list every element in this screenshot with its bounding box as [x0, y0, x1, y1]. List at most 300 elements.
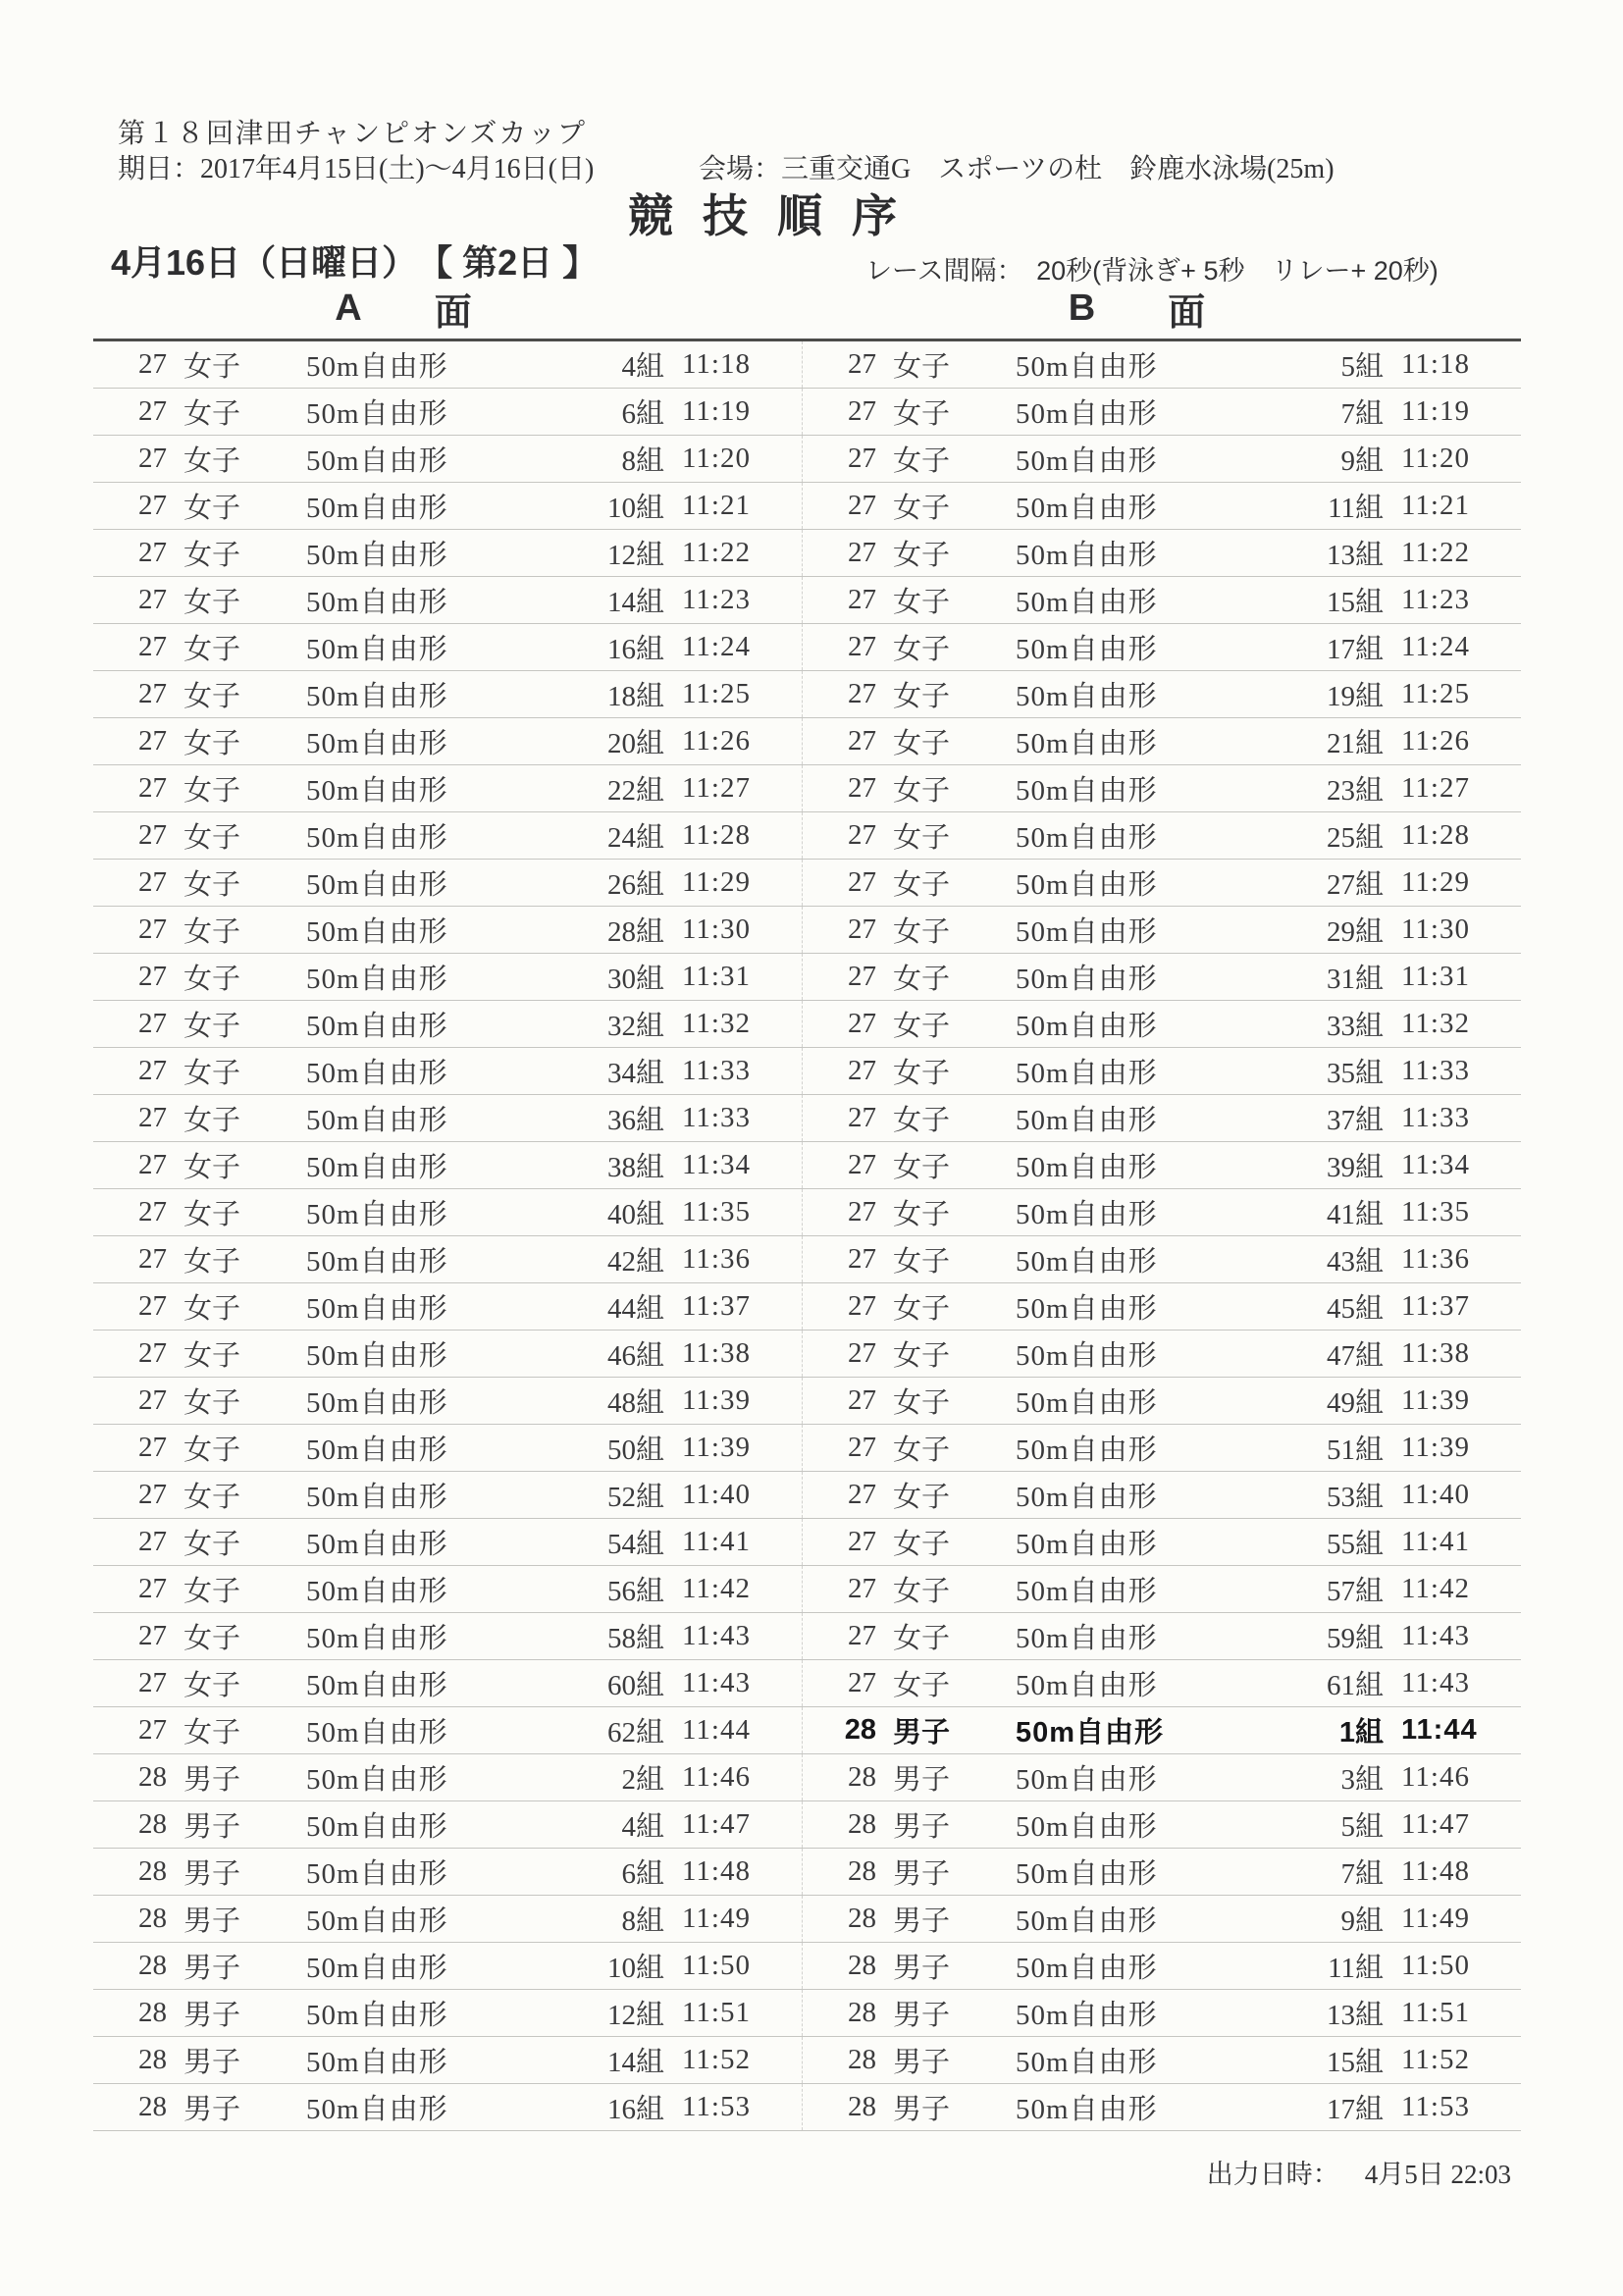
- event-name: 50m自由形: [1016, 540, 1158, 571]
- start-time: 11:27: [1401, 772, 1470, 804]
- start-time: 11:25: [682, 678, 751, 709]
- event-number: 28: [138, 1950, 167, 1981]
- heat-number: 5組: [1340, 351, 1384, 383]
- heat-number: 57組: [1326, 1576, 1384, 1607]
- table-row: [93, 1095, 1521, 1142]
- heat-number: 11組: [1328, 1953, 1384, 1984]
- side-b-entry: [802, 1660, 1521, 1706]
- start-time: 11:18: [1401, 348, 1470, 380]
- heat-number: 50組: [606, 1435, 664, 1466]
- table-row: [93, 577, 1521, 624]
- start-time: 11:52: [682, 2044, 751, 2075]
- heat-number: 28組: [606, 916, 664, 948]
- column-header-pool-a: [93, 283, 802, 334]
- event-name: 50m自由形: [306, 587, 448, 618]
- event-number: 27: [138, 443, 167, 474]
- side-a-entry: [93, 718, 802, 764]
- side-b-entry: [802, 671, 1521, 717]
- table-row: [93, 1566, 1521, 1613]
- event-number: 27: [848, 1290, 876, 1322]
- table-row: [93, 1048, 1521, 1095]
- gender-label: 女子: [183, 1105, 241, 1136]
- race-interval-note: レース間隔： 20秒(背泳ぎ+ 5秒 リレー+ 20秒): [865, 256, 1439, 286]
- table-row: [93, 1707, 1521, 1754]
- event-meta-line: [118, 147, 1511, 184]
- side-a-entry: [93, 812, 802, 859]
- event-number: 27: [138, 348, 167, 380]
- event-name: 50m自由形: [306, 916, 448, 948]
- gender-label: 女子: [183, 445, 241, 477]
- start-time: 11:24: [682, 631, 751, 662]
- event-number: 27: [138, 961, 167, 992]
- heat-number: 53組: [1326, 1482, 1384, 1513]
- heat-number: 14組: [606, 2047, 664, 2078]
- day-heading: 4月16日（日曜日） 【 第2日 】: [111, 242, 599, 283]
- event-number: 28: [844, 1714, 876, 1746]
- start-time: 11:38: [682, 1337, 751, 1369]
- start-time: 11:20: [1401, 443, 1470, 474]
- heat-number: 15組: [1326, 587, 1384, 618]
- event-number: 27: [848, 1102, 876, 1133]
- side-b-entry: [802, 1801, 1521, 1848]
- heat-number: 13組: [1326, 2000, 1384, 2031]
- start-time: 11:46: [1401, 1761, 1470, 1793]
- table-row: [93, 812, 1521, 860]
- side-a-entry: [93, 954, 802, 1000]
- gender-label: 女子: [183, 634, 241, 665]
- gender-label: 女子: [893, 869, 951, 901]
- start-time: 11:41: [1401, 1526, 1470, 1557]
- table-row: [93, 1378, 1521, 1425]
- event-name: 50m自由形: [1016, 1340, 1158, 1372]
- side-b-entry: [802, 860, 1521, 906]
- heat-number: 6組: [621, 398, 664, 430]
- heat-number: 38組: [606, 1152, 664, 1183]
- gender-label: 男子: [893, 1717, 951, 1748]
- side-a-entry: [93, 671, 802, 717]
- start-time: 11:37: [682, 1290, 751, 1322]
- heat-number: 1組: [1338, 1717, 1384, 1748]
- table-row: [93, 1613, 1521, 1660]
- gender-label: 女子: [893, 398, 951, 430]
- event-name: 50m自由形: [306, 681, 448, 712]
- start-time: 11:53: [1401, 2091, 1470, 2122]
- side-b-entry: [802, 765, 1521, 811]
- print-timestamp: [1207, 2153, 1511, 2191]
- event-name: 50m自由形: [1016, 1246, 1158, 1278]
- start-time: 11:52: [1401, 2044, 1470, 2075]
- heat-number: 16組: [606, 634, 664, 665]
- side-b-entry: [802, 483, 1521, 529]
- side-b-entry: [802, 1849, 1521, 1895]
- side-b-entry: [802, 1990, 1521, 2036]
- side-b-entry: [802, 1048, 1521, 1094]
- heat-number: 48組: [606, 1387, 664, 1419]
- start-time: 11:26: [1401, 725, 1470, 757]
- heat-number: 17組: [1326, 2094, 1384, 2125]
- start-time: 11:39: [682, 1432, 751, 1463]
- heat-number: 41組: [1326, 1199, 1384, 1230]
- table-row: [93, 389, 1521, 436]
- heat-number: 14組: [606, 587, 664, 618]
- event-name: 50m自由形: [1016, 1670, 1158, 1701]
- event-name: 50m自由形: [1016, 1293, 1158, 1325]
- start-time: 11:36: [682, 1243, 751, 1275]
- schedule-table: [93, 339, 1521, 2131]
- event-number: 27: [138, 1102, 167, 1133]
- start-time: 11:26: [682, 725, 751, 757]
- event-venue: 会場：三重交通G スポーツの杜 鈴鹿水泳場(25m): [699, 154, 1335, 184]
- heat-number: 39組: [1326, 1152, 1384, 1183]
- side-b-entry: [802, 2037, 1521, 2083]
- start-time: 11:19: [1401, 395, 1470, 427]
- side-a-entry: [93, 1660, 802, 1706]
- event-name: 50m自由形: [306, 1670, 448, 1701]
- gender-label: 男子: [183, 2000, 241, 2031]
- gender-label: 男子: [183, 2094, 241, 2125]
- event-name: 50m自由形: [1016, 2000, 1158, 2031]
- event-name: 50m自由形: [1016, 681, 1158, 712]
- column-headers: [93, 283, 1521, 334]
- event-name: 50m自由形: [306, 1105, 448, 1136]
- event-number: 28: [848, 1997, 876, 2028]
- gender-label: 女子: [183, 1717, 241, 1748]
- start-time: 11:25: [1401, 678, 1470, 709]
- event-name: 50m自由形: [306, 351, 448, 383]
- side-b-entry: [802, 1707, 1521, 1753]
- side-a-entry: [93, 1283, 802, 1330]
- event-name: 50m自由形: [1016, 587, 1158, 618]
- gender-label: 女子: [893, 1058, 951, 1089]
- event-name: 50m自由形: [306, 2000, 448, 2031]
- event-name: 50m自由形: [306, 1482, 448, 1513]
- event-name: 50m自由形: [306, 728, 448, 759]
- event-number: 27: [848, 678, 876, 709]
- gender-label: 女子: [183, 1435, 241, 1466]
- table-row: [93, 1236, 1521, 1283]
- start-time: 11:35: [682, 1196, 751, 1227]
- start-time: 11:31: [1401, 961, 1470, 992]
- event-name: 50m自由形: [306, 1764, 448, 1796]
- side-a-entry: [93, 1990, 802, 2036]
- side-a-entry: [93, 2084, 802, 2130]
- gender-label: 女子: [183, 775, 241, 807]
- gender-label: 男子: [893, 1905, 951, 1937]
- event-number: 27: [138, 537, 167, 568]
- table-row: [93, 1425, 1521, 1472]
- gender-label: 女子: [183, 1529, 241, 1560]
- side-b-entry: [802, 577, 1521, 623]
- event-number: 27: [848, 1573, 876, 1604]
- gender-label: 女子: [183, 1011, 241, 1042]
- heat-number: 10組: [606, 1953, 664, 1984]
- heat-number: 10組: [606, 493, 664, 524]
- event-number: 27: [138, 1243, 167, 1275]
- event-number: 27: [138, 395, 167, 427]
- gender-label: 女子: [893, 1576, 951, 1607]
- event-number: 28: [138, 1855, 167, 1887]
- event-number: 28: [138, 1761, 167, 1793]
- start-time: 11:47: [1401, 1808, 1470, 1840]
- table-row: [93, 1849, 1521, 1896]
- gender-label: 女子: [893, 964, 951, 995]
- event-number: 27: [848, 819, 876, 851]
- start-time: 11:43: [682, 1620, 751, 1651]
- heat-number: 8組: [621, 445, 664, 477]
- start-time: 11:31: [682, 961, 751, 992]
- table-row: [93, 1990, 1521, 2037]
- event-number: 27: [848, 1667, 876, 1698]
- start-time: 11:44: [682, 1714, 751, 1746]
- start-time: 11:30: [682, 913, 751, 945]
- event-name: 50m自由形: [306, 869, 448, 901]
- event-name: 50m自由形: [306, 2047, 448, 2078]
- start-time: 11:18: [682, 348, 751, 380]
- event-number: 28: [848, 2091, 876, 2122]
- pool-b-letter: B: [1068, 287, 1096, 329]
- side-a-entry: [93, 1095, 802, 1141]
- start-time: 11:44: [1401, 1714, 1478, 1746]
- gender-label: 男子: [183, 2047, 241, 2078]
- gender-label: 女子: [183, 964, 241, 995]
- table-row: [93, 765, 1521, 812]
- event-number: 27: [848, 348, 876, 380]
- side-a-entry: [93, 1331, 802, 1377]
- event-title: 第１８回津田チャンピオンズカップ: [118, 119, 588, 149]
- side-b-entry: [802, 718, 1521, 764]
- table-row: [93, 341, 1521, 389]
- page-title: 競技順序: [628, 191, 926, 241]
- event-number: 28: [848, 1808, 876, 1840]
- side-a-entry: [93, 1236, 802, 1282]
- gender-label: 女子: [183, 1293, 241, 1325]
- event-number: 28: [848, 1855, 876, 1887]
- gender-label: 女子: [183, 1387, 241, 1419]
- gender-label: 女子: [893, 1293, 951, 1325]
- print-timestamp-value: 4月5日 22:03: [1364, 2160, 1511, 2189]
- heat-number: 13組: [1326, 540, 1384, 571]
- gender-label: 女子: [183, 822, 241, 854]
- event-name: 50m自由形: [1016, 1199, 1158, 1230]
- start-time: 11:23: [682, 584, 751, 615]
- heat-number: 12組: [606, 2000, 664, 2031]
- gender-label: 女子: [893, 587, 951, 618]
- gender-label: 女子: [183, 1576, 241, 1607]
- gender-label: 女子: [893, 1670, 951, 1701]
- heat-number: 8組: [621, 1905, 664, 1937]
- event-name: 50m自由形: [1016, 1717, 1165, 1748]
- heat-number: 37組: [1326, 1105, 1384, 1136]
- start-time: 11:49: [1401, 1903, 1470, 1934]
- gender-label: 女子: [893, 1435, 951, 1466]
- start-time: 11:50: [1401, 1950, 1470, 1981]
- heat-number: 56組: [606, 1576, 664, 1607]
- event-number: 27: [848, 1620, 876, 1651]
- gender-label: 女子: [183, 1670, 241, 1701]
- start-time: 11:33: [682, 1055, 751, 1086]
- event-number: 27: [138, 1714, 167, 1746]
- event-name: 50m自由形: [306, 1858, 448, 1890]
- event-number: 27: [848, 725, 876, 757]
- event-name: 50m自由形: [306, 1953, 448, 1984]
- start-time: 11:43: [682, 1667, 751, 1698]
- gender-label: 女子: [893, 493, 951, 524]
- side-a-entry: [93, 1378, 802, 1424]
- event-name: 50m自由形: [1016, 1764, 1158, 1796]
- heat-number: 55組: [1326, 1529, 1384, 1560]
- table-row: [93, 1189, 1521, 1236]
- event-number: 27: [138, 1526, 167, 1557]
- heat-number: 3組: [1340, 1764, 1384, 1796]
- pool-a-suffix: 面: [434, 291, 472, 334]
- event-name: 50m自由形: [306, 1293, 448, 1325]
- gender-label: 女子: [893, 1199, 951, 1230]
- side-a-entry: [93, 483, 802, 529]
- heat-number: 26組: [606, 869, 664, 901]
- table-row: [93, 1754, 1521, 1801]
- event-number: 27: [138, 1008, 167, 1039]
- event-number: 27: [848, 913, 876, 945]
- start-time: 11:43: [1401, 1620, 1470, 1651]
- start-time: 11:40: [1401, 1479, 1470, 1510]
- gender-label: 女子: [893, 916, 951, 948]
- start-time: 11:28: [682, 819, 751, 851]
- event-name: 50m自由形: [306, 1623, 448, 1654]
- gender-label: 女子: [893, 1340, 951, 1372]
- heat-number: 2組: [621, 1764, 664, 1796]
- start-time: 11:20: [682, 443, 751, 474]
- event-number: 27: [848, 1526, 876, 1557]
- start-time: 11:41: [682, 1526, 751, 1557]
- side-a-entry: [93, 341, 802, 388]
- event-name: 50m自由形: [1016, 2047, 1158, 2078]
- gender-label: 男子: [893, 2047, 951, 2078]
- event-name: 50m自由形: [306, 1011, 448, 1042]
- side-b-entry: [802, 1566, 1521, 1612]
- event-name: 50m自由形: [1016, 916, 1158, 948]
- event-name: 50m自由形: [306, 445, 448, 477]
- event-name: 50m自由形: [1016, 1435, 1158, 1466]
- side-b-entry: [802, 1754, 1521, 1800]
- side-b-entry: [802, 1142, 1521, 1188]
- event-name: 50m自由形: [1016, 822, 1158, 854]
- heat-number: 21組: [1326, 728, 1384, 759]
- event-number: 28: [138, 1903, 167, 1934]
- event-name: 50m自由形: [306, 964, 448, 995]
- event-number: 27: [848, 1008, 876, 1039]
- side-a-entry: [93, 530, 802, 576]
- start-time: 11:43: [1401, 1667, 1470, 1698]
- event-number: 27: [138, 631, 167, 662]
- table-row: [93, 1660, 1521, 1707]
- gender-label: 女子: [893, 1387, 951, 1419]
- event-number: 27: [138, 1384, 167, 1416]
- event-number: 27: [138, 1479, 167, 1510]
- event-name: 50m自由形: [1016, 2094, 1158, 2125]
- side-a-entry: [93, 1425, 802, 1471]
- gender-label: 男子: [183, 1811, 241, 1843]
- start-time: 11:23: [1401, 584, 1470, 615]
- gender-label: 男子: [893, 1858, 951, 1890]
- start-time: 11:35: [1401, 1196, 1470, 1227]
- gender-label: 女子: [183, 1246, 241, 1278]
- gender-label: 女子: [893, 540, 951, 571]
- event-name: 50m自由形: [1016, 351, 1158, 383]
- event-name: 50m自由形: [306, 493, 448, 524]
- event-name: 50m自由形: [1016, 1858, 1158, 1890]
- event-number: 27: [138, 725, 167, 757]
- start-time: 11:36: [1401, 1243, 1470, 1275]
- event-number: 27: [138, 1055, 167, 1086]
- gender-label: 女子: [183, 1623, 241, 1654]
- event-name: 50m自由形: [306, 1340, 448, 1372]
- gender-label: 女子: [183, 587, 241, 618]
- event-number: 27: [138, 678, 167, 709]
- gender-label: 女子: [183, 1152, 241, 1183]
- gender-label: 女子: [893, 1105, 951, 1136]
- side-b-entry: [802, 812, 1521, 859]
- event-name: 50m自由形: [306, 540, 448, 571]
- side-b-entry: [802, 389, 1521, 435]
- heat-number: 6組: [621, 1858, 664, 1890]
- heat-number: 23組: [1326, 775, 1384, 807]
- side-b-entry: [802, 530, 1521, 576]
- heat-number: 9組: [1340, 445, 1384, 477]
- event-number: 27: [848, 772, 876, 804]
- print-timestamp-label: 出力日時：: [1206, 2160, 1339, 2189]
- heat-number: 42組: [606, 1246, 664, 1278]
- gender-label: 女子: [183, 728, 241, 759]
- table-row: [93, 483, 1521, 530]
- side-b-entry: [802, 341, 1521, 388]
- heat-number: 54組: [606, 1529, 664, 1560]
- event-name: 50m自由形: [1016, 493, 1158, 524]
- heat-number: 15組: [1326, 2047, 1384, 2078]
- table-row: [93, 1472, 1521, 1519]
- heat-number: 44組: [606, 1293, 664, 1325]
- gender-label: 女子: [183, 493, 241, 524]
- start-time: 11:46: [682, 1761, 751, 1793]
- start-time: 11:33: [1401, 1055, 1470, 1086]
- start-time: 11:33: [682, 1102, 751, 1133]
- start-time: 11:32: [682, 1008, 751, 1039]
- table-row: [93, 2037, 1521, 2084]
- gender-label: 女子: [183, 1199, 241, 1230]
- side-b-entry: [802, 1943, 1521, 1989]
- side-b-entry: [802, 1331, 1521, 1377]
- start-time: 11:30: [1401, 913, 1470, 945]
- event-number: 27: [848, 1055, 876, 1086]
- heat-number: 45組: [1326, 1293, 1384, 1325]
- heat-number: 9組: [1340, 1905, 1384, 1937]
- event-name: 50m自由形: [306, 1717, 448, 1748]
- table-row: [93, 1001, 1521, 1048]
- side-a-entry: [93, 1472, 802, 1518]
- side-a-entry: [93, 1613, 802, 1659]
- heat-number: 11組: [1328, 493, 1384, 524]
- start-time: 11:32: [1401, 1008, 1470, 1039]
- event-number: 27: [138, 1432, 167, 1463]
- side-b-entry: [802, 1519, 1521, 1565]
- side-b-entry: [802, 954, 1521, 1000]
- event-name: 50m自由形: [1016, 398, 1158, 430]
- start-time: 11:24: [1401, 631, 1470, 662]
- event-name: 50m自由形: [306, 1529, 448, 1560]
- gender-label: 女子: [893, 351, 951, 383]
- start-time: 11:28: [1401, 819, 1470, 851]
- side-b-entry: [802, 1236, 1521, 1282]
- side-b-entry: [802, 1425, 1521, 1471]
